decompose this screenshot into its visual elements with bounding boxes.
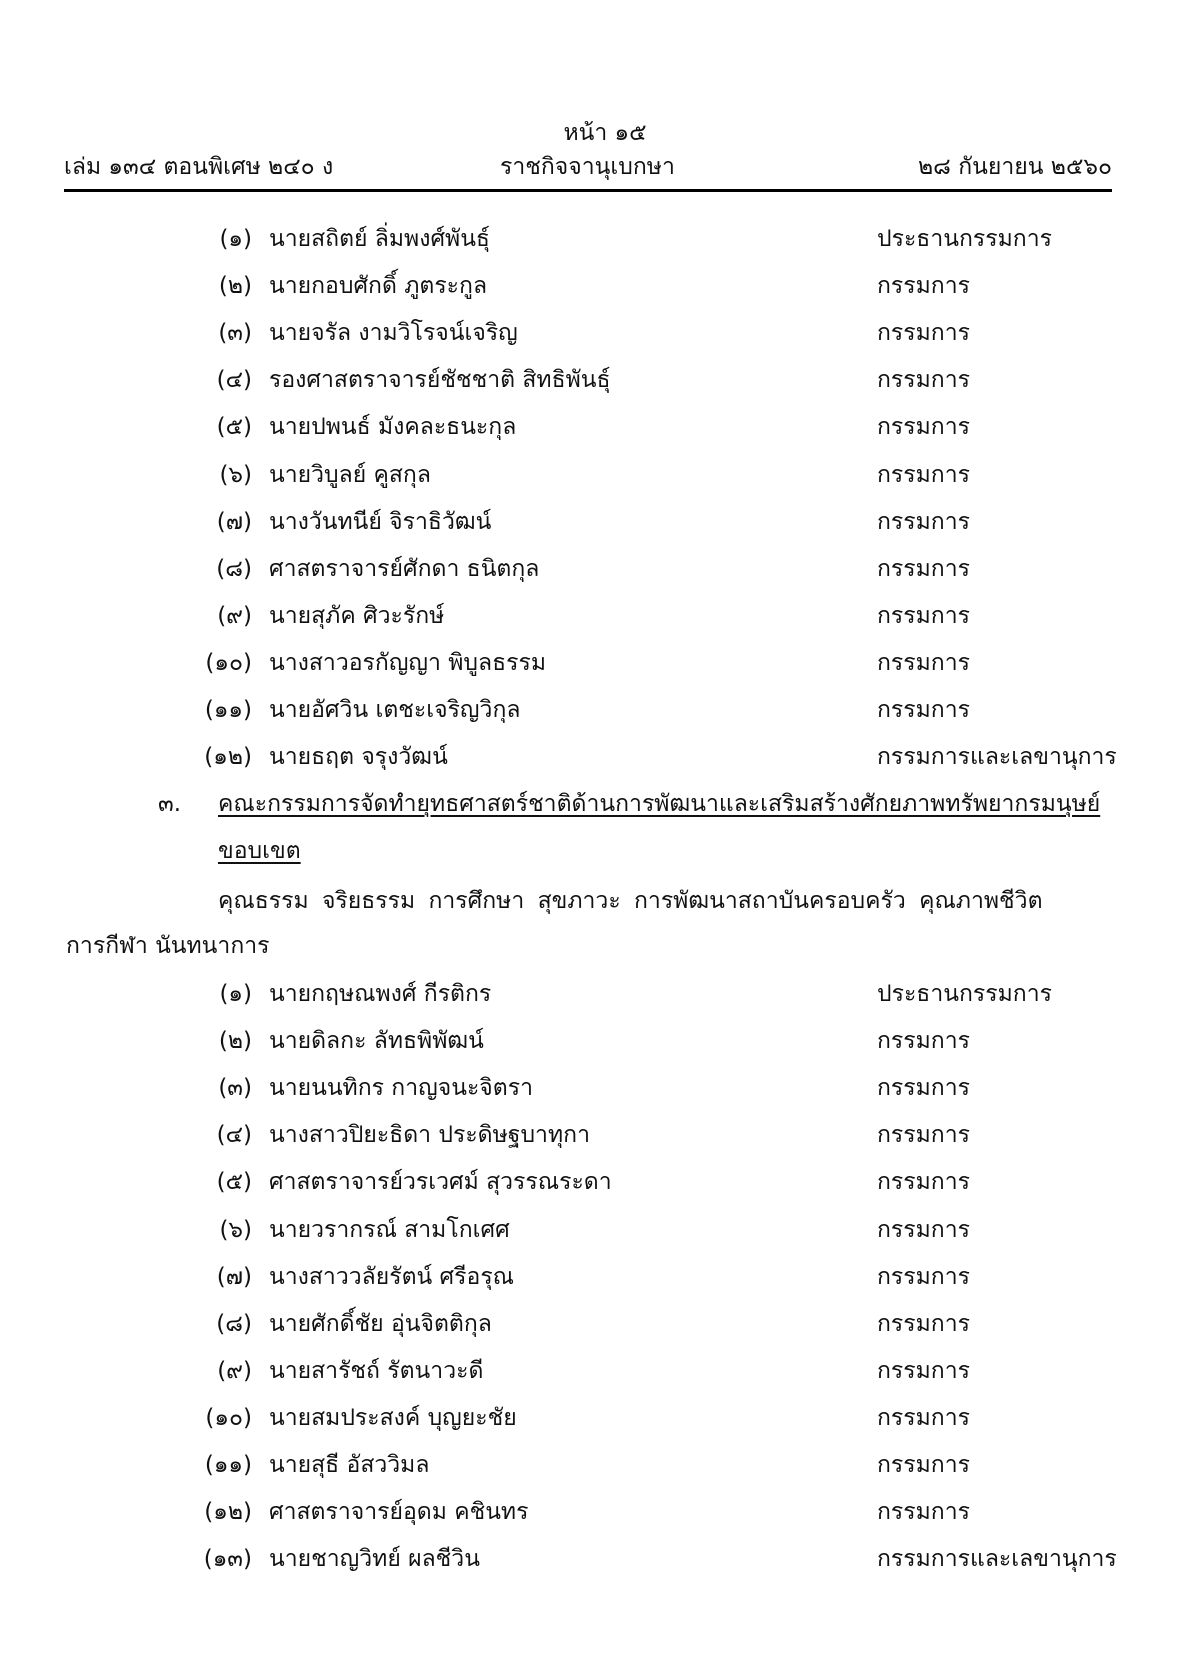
member-number: (๙)	[217, 602, 252, 629]
member-number: (๗)	[216, 1263, 252, 1290]
member-role: กรรมการและเลขานุการ	[877, 1546, 1117, 1573]
page-number: หน้า ๑๕	[563, 120, 647, 146]
member-name: นายอัศวิน เตชะเจริญวิกุล	[269, 697, 521, 723]
member-name: นายจรัล งามวิโรจน์เจริญ	[269, 320, 518, 347]
member-role: กรรมการ	[877, 649, 970, 676]
member-role: กรรมการ	[877, 555, 970, 582]
member-role: กรรมการ	[877, 273, 970, 300]
member-number: (๙)	[217, 1357, 252, 1384]
member-number: (๑)	[219, 981, 252, 1007]
member-number: (๘)	[216, 555, 252, 582]
member-number: (๕)	[216, 414, 252, 441]
member-role: กรรมการ	[877, 602, 970, 629]
member-name: นายสุภัค ศิวะรักษ์	[269, 602, 445, 629]
member-name: นายวิบูลย์ คูสกุล	[269, 461, 431, 488]
member-number: (๗)	[216, 508, 252, 535]
member-name: นายสุธี อัสววิมล	[269, 1452, 430, 1478]
member-number: (๑๑)	[204, 697, 252, 723]
member-role: กรรมการ	[877, 1028, 970, 1055]
member-name: นางสาววลัยรัตน์ ศรีอรุณ	[269, 1263, 515, 1290]
member-name: นายปพนธ์ มังคละธนะกุล	[269, 414, 517, 441]
member-name: นายดิลกะ ลัทธพิพัฒน์	[269, 1028, 484, 1055]
member-name: นายธฤต จรุงวัฒน์	[269, 744, 448, 771]
member-name: นายกอบศักดิ์ ภูตระกูล	[269, 273, 488, 300]
member-name: นายสารัชถ์ รัตนาวะดี	[269, 1357, 484, 1384]
section-number: ๓.	[158, 791, 182, 817]
member-number: (๑๐)	[205, 649, 252, 676]
scope-text-line-1: คุณธรรม จริยธรรม การศึกษา สุขภาวะ การพัฒนาสถาบันครอบครัว คุณภาพชีวิต	[218, 888, 1043, 914]
member-name: นายศักดิ์ชัย อุ่นจิตติกุล	[269, 1310, 492, 1337]
member-role: กรรมการและเลขานุการ	[877, 744, 1117, 771]
member-number: (๕)	[216, 1169, 252, 1196]
gazette-volume: เล่ม ๑๓๔ ตอนพิเศษ ๒๔๐ ง	[64, 154, 334, 180]
member-name: นายชาญวิทย์ ผลชีวิน	[269, 1546, 480, 1573]
member-number: (๓)	[218, 1075, 252, 1102]
gazette-date: ๒๘ กันยายน ๒๕๖๐	[918, 154, 1112, 180]
member-role: กรรมการ	[877, 367, 970, 394]
member-number: (๑๐)	[205, 1404, 252, 1431]
member-name: นางวันทนีย์ จิราธิวัฒน์	[269, 508, 492, 535]
member-number: (๒)	[218, 273, 252, 300]
member-number: (๑)	[219, 226, 252, 252]
member-role: กรรมการ	[877, 1452, 970, 1478]
member-role: กรรมการ	[877, 697, 970, 723]
member-role: กรรมการ	[877, 1263, 970, 1290]
member-role: กรรมการ	[877, 1499, 970, 1526]
member-name: นางสาวปิยะธิดา ประดิษฐบาทุกา	[269, 1122, 590, 1149]
member-role: กรรมการ	[877, 1075, 970, 1102]
member-role: ประธานกรรมการ	[877, 981, 1052, 1007]
member-role: กรรมการ	[877, 320, 970, 347]
member-name: นายสถิตย์ ลิ่มพงศ์พันธุ์	[269, 226, 490, 252]
member-name: นายสมประสงค์ บุญยะชัย	[269, 1404, 517, 1431]
header-rule	[64, 189, 1112, 192]
member-role: กรรมการ	[877, 1404, 970, 1431]
member-role: กรรมการ	[877, 461, 970, 488]
member-role: กรรมการ	[877, 1310, 970, 1337]
member-name: ศาสตราจารย์ศักดา ธนิตกุล	[269, 555, 540, 582]
member-role: กรรมการ	[877, 1169, 970, 1196]
member-name: ศาสตราจารย์วรเวศม์ สุวรรณระดา	[269, 1169, 612, 1196]
member-role: ประธานกรรมการ	[877, 226, 1052, 252]
member-role: กรรมการ	[877, 414, 970, 441]
member-number: (๔)	[216, 1122, 252, 1149]
member-role: กรรมการ	[877, 1357, 970, 1384]
member-name: นายวรากรณ์ สามโกเศศ	[269, 1216, 510, 1243]
member-name: รองศาสตราจารย์ชัชชาติ สิทธิพันธุ์	[269, 367, 611, 394]
member-name: นายนนทิกร กาญจนะจิตรา	[269, 1075, 533, 1102]
section-title: คณะกรรมการจัดทำยุทธศาสตร์ชาติด้านการพัฒนาและเสริมสร้างศักยภาพทรัพยากรมนุษย์	[218, 791, 1101, 817]
member-number: (๒)	[218, 1028, 252, 1055]
member-number: (๑๑)	[204, 1452, 252, 1478]
member-number: (๘)	[216, 1310, 252, 1337]
gazette-title: ราชกิจจานุเบกษา	[500, 154, 675, 180]
member-role: กรรมการ	[877, 1122, 970, 1149]
member-role: กรรมการ	[877, 508, 970, 535]
member-name: ศาสตราจารย์อุดม คชินทร	[269, 1499, 529, 1526]
scope-text-line-2: การกีฬา นันทนาการ	[66, 933, 270, 959]
member-number: (๔)	[216, 367, 252, 394]
member-name: นายกฤษณพงศ์ กีรติกร	[269, 981, 492, 1007]
member-number: (๖)	[219, 1216, 252, 1243]
member-number: (๖)	[219, 461, 252, 488]
member-name: นางสาวอรกัญญา พิบูลธรรม	[269, 649, 547, 676]
member-role: กรรมการ	[877, 1216, 970, 1243]
member-number: (๓)	[218, 320, 252, 347]
member-number: (๑๒)	[204, 744, 252, 771]
member-number: (๑๒)	[204, 1499, 252, 1526]
member-number: (๑๓)	[203, 1546, 252, 1573]
scope-label: ขอบเขต	[218, 838, 301, 864]
